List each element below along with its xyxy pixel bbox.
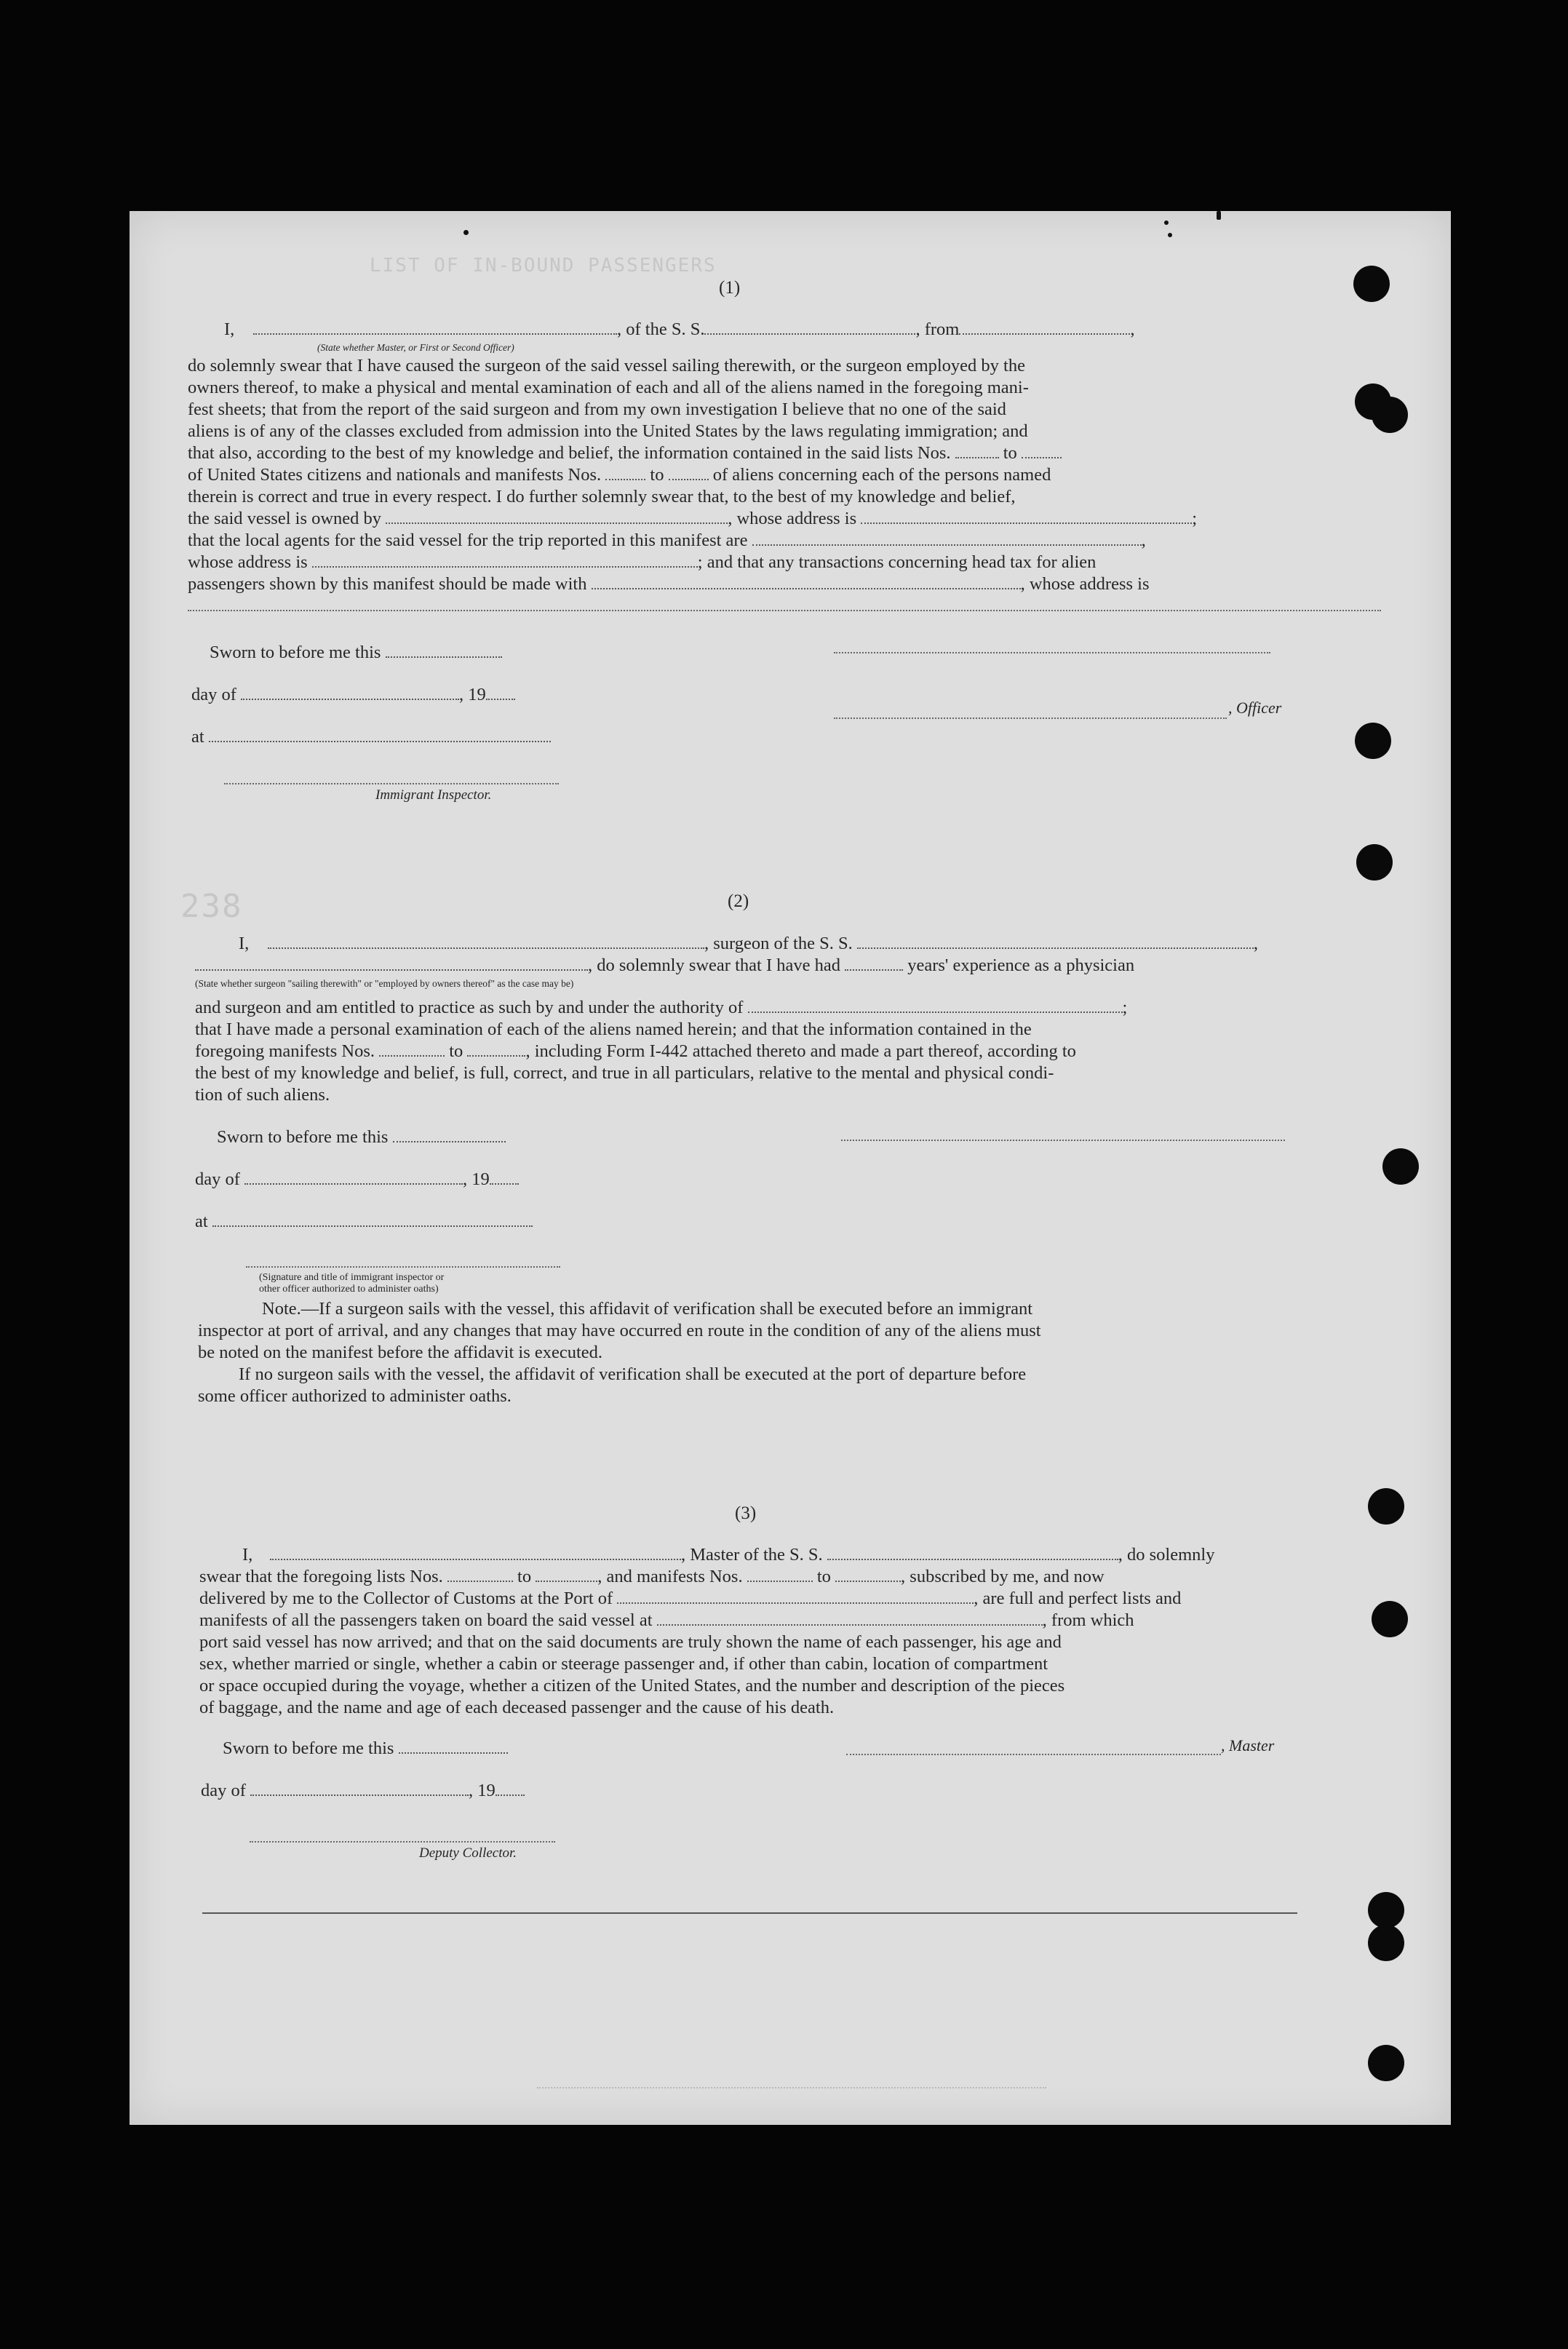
surgeon-signature-line[interactable] [841, 1140, 1285, 1141]
authority-field[interactable] [748, 997, 1123, 1013]
punch-hole [1368, 1892, 1404, 1928]
punch-hole [1368, 2045, 1404, 2081]
section-3-line-4: manifests of all the passengers taken on board the said vessel at , from which [199, 1610, 1134, 1630]
section-1-line-4: fest sheets; that from the report of the said surgeon and from my own investigation I believe that no one of the said [188, 400, 1006, 419]
section-2-number: (2) [728, 891, 749, 911]
section-1-day-of: day of , 19 [191, 684, 515, 706]
section-3-line-7: or space occupied during the voyage, whether a citizen of the United States, and the number and description of the pieces [199, 1676, 1065, 1696]
s2-manifests-to-field[interactable] [467, 1041, 525, 1057]
punch-hole [1356, 844, 1393, 881]
master-label: , Master [1221, 1736, 1275, 1754]
punch-hole [1353, 266, 1390, 302]
s3-manifests-to-field[interactable] [835, 1566, 901, 1582]
s3-day-of-field[interactable] [250, 1780, 469, 1796]
s2-signature-caption-1: (Signature and title of immigrant inspector or [259, 1272, 445, 1283]
surgeon-vessel-field[interactable] [857, 933, 1254, 949]
s2-year-field[interactable] [490, 1169, 519, 1185]
section-1-line-9: the said vessel is owned by , whose address is ; [188, 509, 1198, 528]
punch-hole [1368, 1488, 1404, 1525]
s3-year-field[interactable] [496, 1780, 525, 1796]
punch-hole [1368, 1925, 1404, 1961]
section-2-line-7: tion of such aliens. [195, 1085, 330, 1105]
at-field[interactable] [209, 726, 551, 742]
section-2-sworn: Sworn to before me this [217, 1126, 506, 1148]
section-3-line-8: of baggage, and the name and age of each deceased passenger and the cause of his death. [199, 1698, 835, 1717]
speck [1217, 211, 1221, 220]
section-2-line-6: the best of my knowledge and belief, is full, correct, and true in all particulars, relative to the mental and physical condi- [195, 1063, 1054, 1083]
sworn-day-field[interactable] [386, 642, 502, 658]
s2-manifests-from-field[interactable] [379, 1041, 445, 1057]
note-line-4: If no surgeon sails with the vessel, the affidavit of verification shall be executed at the port of departure before [239, 1364, 1027, 1384]
inspector-label: Immigrant Inspector. [375, 787, 492, 803]
section-3-line-6: sex, whether married or single, whether a cabin or steerage passenger and, if other than cabin, location of compartment [199, 1654, 1048, 1674]
bleed-through-footer [537, 2087, 1046, 2088]
s3-sworn-day-field[interactable] [399, 1738, 508, 1754]
port-of-arrival-field[interactable] [617, 1588, 974, 1604]
punch-hole [1355, 723, 1391, 759]
speck [1164, 220, 1169, 225]
s2-at-field[interactable] [212, 1211, 533, 1227]
section-2-line-2: , do solemnly swear that I have had years' experience as a physician [195, 955, 1134, 977]
section-1-signature-line[interactable] [834, 652, 1270, 653]
section-2-line-4: that I have made a personal examination of each of the aliens named herein; and that the information contained in the [195, 1020, 1032, 1039]
section-1-line-10: that the local agents for the said vessel for the trip reported in this manifest are , [188, 530, 1146, 550]
section-1-number: (1) [719, 278, 741, 298]
bleed-through-text: LIST OF IN-BOUND PASSENGERS [370, 255, 717, 277]
s3-vessel-field[interactable] [827, 1544, 1118, 1560]
vessel-name-field[interactable] [704, 319, 915, 335]
section-3-line-3: delivered by me to the Collector of Customs at the Port of , are full and perfect lists and [199, 1589, 1182, 1608]
surgeon-name-field[interactable] [268, 933, 704, 949]
bleed-through-stamp: 238 [180, 888, 243, 925]
lists-to-field[interactable] [1022, 442, 1062, 458]
s3-lists-from-field[interactable] [447, 1566, 513, 1582]
note-line-1: Note.—If a surgeon sails with the vessel, this affidavit of verification shall be executed before an immigrant [262, 1299, 1033, 1319]
inspector-signature-line[interactable] [224, 783, 559, 784]
head-tax-contact-field[interactable] [592, 573, 1021, 589]
local-agents-field[interactable] [752, 530, 1142, 546]
year-field[interactable] [486, 684, 515, 700]
deputy-collector-label: Deputy Collector. [419, 1845, 517, 1861]
section-1-at: at [191, 726, 551, 748]
officer-name-field[interactable] [253, 319, 617, 335]
section-2-at: at [195, 1211, 533, 1233]
punch-hole [1382, 1148, 1419, 1185]
speck [1168, 233, 1172, 237]
s2-signature-caption-2: other officer authorized to administer oaths) [259, 1284, 439, 1295]
owner-field[interactable] [386, 508, 728, 524]
address-continuation-line[interactable] [188, 610, 1381, 611]
section-2-line-1: I, , surgeon of the S. S. , [239, 934, 1258, 953]
punch-hole [1372, 397, 1408, 433]
master-name-field[interactable] [270, 1544, 681, 1560]
agents-address-field[interactable] [312, 552, 698, 568]
s2-day-of-field[interactable] [244, 1169, 463, 1185]
manifests-to-field[interactable] [669, 464, 709, 480]
section-1-line-8: therein is correct and true in every respect. I do further solemnly swear that, to the best of my knowledge and belief, [188, 487, 1016, 506]
section-1-line-12: passengers shown by this manifest should be made with , whose address is [188, 574, 1150, 594]
s2-inspector-signature-line[interactable] [246, 1266, 560, 1268]
s3-manifests-from-field[interactable] [747, 1566, 813, 1582]
s2-sworn-day-field[interactable] [393, 1126, 506, 1142]
surgeon-status-field[interactable] [195, 955, 588, 971]
port-of-departure-field[interactable] [657, 1610, 1043, 1626]
section-2-line-5: foregoing manifests Nos. to , including Form I-442 attached thereto and made a part thereof, according to [195, 1041, 1076, 1061]
deputy-signature-line[interactable] [250, 1841, 555, 1843]
surgeon-status-hint: (State whether surgeon "sailing therewith" or "employed by owners thereof" as the case may be) [195, 978, 574, 989]
from-port-field[interactable] [959, 319, 1130, 335]
manifests-from-field[interactable] [605, 464, 645, 480]
section-2-line-3: and surgeon and am entitled to practice as such by and under the authority of ; [195, 998, 1128, 1017]
owner-address-field[interactable] [861, 508, 1192, 524]
section-1-line-5: aliens is of any of the classes excluded from admission into the United States by the laws regulating immigration; and [188, 421, 1028, 441]
lists-from-field[interactable] [955, 442, 999, 458]
section-1-line-1: I, , of the S. S. , from , [224, 319, 1135, 339]
note-line-2: inspector at port of arrival, and any changes that may have occurred en route in the condition of any of the aliens must [198, 1321, 1041, 1340]
manifest-page [130, 211, 1451, 2125]
section-1-line-6: that also, according to the best of my knowledge and belief, the information contained in the said lists Nos. to [188, 442, 1062, 464]
section-3-sworn: Sworn to before me this [223, 1738, 508, 1760]
section-3-number: (3) [735, 1503, 757, 1523]
bottom-rule [202, 1912, 1297, 1914]
section-2-day-of: day of , 19 [195, 1169, 519, 1191]
officer-signature-line[interactable] [834, 718, 1227, 719]
section-1-line-11: whose address is ; and that any transactions concerning head tax for alien [188, 552, 1097, 572]
speck [463, 230, 469, 235]
officer-rank-hint: (State whether Master, or First or Second Officer) [317, 342, 514, 353]
officer-label: , Officer [1228, 699, 1282, 717]
section-1-line-7: of United States citizens and nationals and manifests Nos. to of aliens concerning each of the persons named [188, 465, 1051, 485]
day-of-field[interactable] [241, 684, 459, 700]
section-1-sworn: Sworn to before me this [210, 642, 502, 664]
s3-lists-to-field[interactable] [536, 1566, 597, 1582]
note-line-3: be noted on the manifest before the affidavit is executed. [198, 1343, 603, 1362]
section-3-line-5: port said vessel has now arrived; and that on the said documents are truly shown the name of each passenger, his age and [199, 1632, 1062, 1652]
section-3-line-2: swear that the foregoing lists Nos. to , and manifests Nos. to , subscribed by me, and now [199, 1567, 1105, 1586]
years-experience-field[interactable] [845, 955, 903, 971]
section-1-line-3: owners thereof, to make a physical and mental examination of each and all of the aliens named in the foregoing mani- [188, 378, 1029, 397]
master-signature-line[interactable] [846, 1754, 1221, 1755]
section-1-line-2: do solemnly swear that I have caused the surgeon of the said vessel sailing therewith, or the surgeon employed by the [188, 356, 1025, 375]
section-3-day-of: day of , 19 [201, 1780, 525, 1802]
punch-hole [1372, 1601, 1408, 1637]
note-line-5: some officer authorized to administer oaths. [198, 1386, 512, 1406]
section-3-line-1: I, , Master of the S. S. , do solemnly [242, 1545, 1215, 1565]
